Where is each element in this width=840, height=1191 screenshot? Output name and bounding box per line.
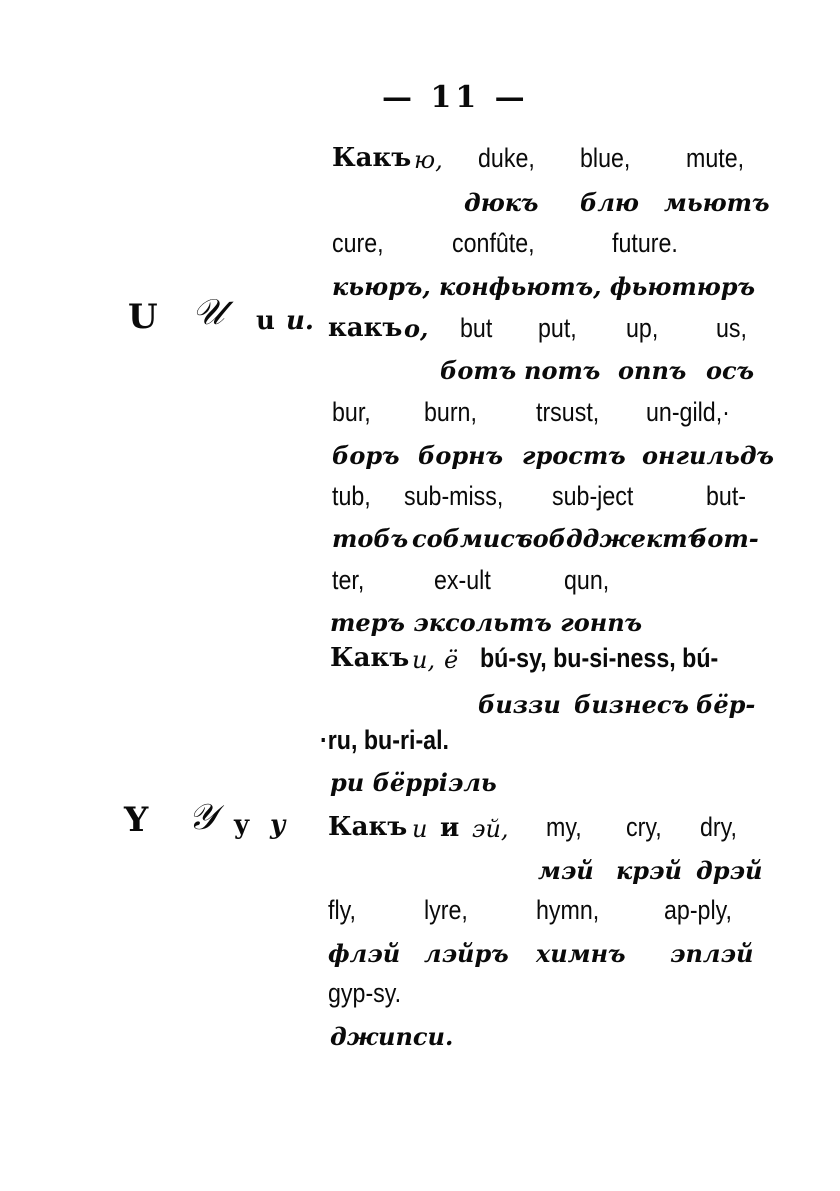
word: какъ	[328, 313, 403, 343]
word: гростъ	[522, 441, 626, 470]
word: ex-ult	[434, 565, 491, 595]
word: my,	[546, 812, 582, 842]
word: борнъ	[418, 441, 504, 470]
word: future.	[612, 228, 678, 258]
word: us,	[716, 313, 747, 343]
word: blue,	[580, 143, 631, 173]
word: и,	[412, 646, 436, 674]
word: дюкъ	[464, 188, 539, 217]
word: Какъ	[332, 143, 412, 173]
word: hymn,	[536, 895, 600, 925]
word: оппъ	[618, 356, 687, 385]
word: but	[460, 313, 493, 343]
word: эплэй	[670, 939, 754, 968]
word: duke,	[478, 143, 535, 173]
word: потъ	[524, 356, 601, 385]
word: теръ эксольтъ гонпъ	[330, 608, 643, 637]
word: bur,	[332, 397, 371, 427]
word: burn,	[424, 397, 477, 427]
word: sub-ject	[552, 481, 634, 511]
word: un-gild,·	[646, 397, 730, 427]
word: up,	[626, 313, 659, 343]
word: Какъ	[330, 643, 410, 673]
word: lyre,	[424, 895, 468, 925]
word: ботъ	[440, 356, 517, 385]
word: gyp-sy.	[328, 978, 402, 1008]
word: онгильдъ	[642, 441, 774, 470]
word: cure,	[332, 228, 384, 258]
word: кьюръ, конфьютъ, фьютюръ	[332, 272, 756, 301]
word: мэй	[538, 856, 594, 885]
word: собдджектъ	[518, 524, 706, 553]
word: ter,	[332, 565, 365, 595]
word: ·ru, bu-ri-al.	[320, 725, 449, 755]
word: but-	[706, 481, 747, 511]
u-small-letter: u	[256, 306, 275, 336]
word: бёр-	[696, 690, 756, 719]
word: химнъ	[536, 939, 626, 968]
u-roman-letter: U	[128, 297, 158, 337]
word: mute,	[686, 143, 745, 173]
y-roman-letter: Y	[124, 800, 149, 840]
word: ap-ply,	[664, 895, 732, 925]
word: qun,	[564, 565, 610, 595]
word: боръ	[332, 441, 400, 470]
word: бизнесъ	[574, 690, 689, 719]
word: put,	[538, 313, 577, 343]
u-small-italic-letter: u.	[286, 306, 314, 336]
word: ри бёрріэль	[330, 768, 497, 797]
word: флэй	[328, 939, 401, 968]
word: тобъ	[332, 524, 409, 553]
word: dry,	[700, 812, 737, 842]
word: confûte,	[452, 228, 535, 258]
word: Какъ	[328, 812, 408, 842]
word: и	[440, 813, 460, 843]
u-script-letter: 𝒰	[192, 292, 225, 333]
word: bú-sy, bu-si-ness, bú-	[480, 643, 719, 673]
word: биззи	[478, 690, 561, 719]
word: cry,	[626, 812, 662, 842]
word: мьютъ	[664, 188, 770, 217]
word: и	[412, 815, 428, 843]
word: эй,	[472, 815, 509, 843]
word: fly,	[328, 895, 356, 925]
word: блю	[580, 188, 639, 217]
y-small-italic-letter: y	[270, 810, 286, 840]
word: tub,	[332, 481, 371, 511]
y-small-letter: y	[234, 810, 250, 840]
word: джипси.	[330, 1022, 454, 1051]
word: бот-	[690, 524, 759, 553]
word: дрэй	[696, 856, 763, 885]
word: крэй	[616, 856, 682, 885]
word: sub-miss,	[404, 481, 504, 511]
word: лэйръ	[424, 939, 509, 968]
word: осъ	[706, 356, 755, 385]
y-script-letter: 𝒴	[188, 797, 217, 838]
word: собмисъ	[412, 524, 533, 553]
word: trsust,	[536, 397, 600, 427]
page-number: — 11 —	[382, 80, 529, 115]
word: ю,	[414, 146, 443, 174]
word: о,	[404, 314, 429, 343]
word: ё	[444, 646, 459, 674]
